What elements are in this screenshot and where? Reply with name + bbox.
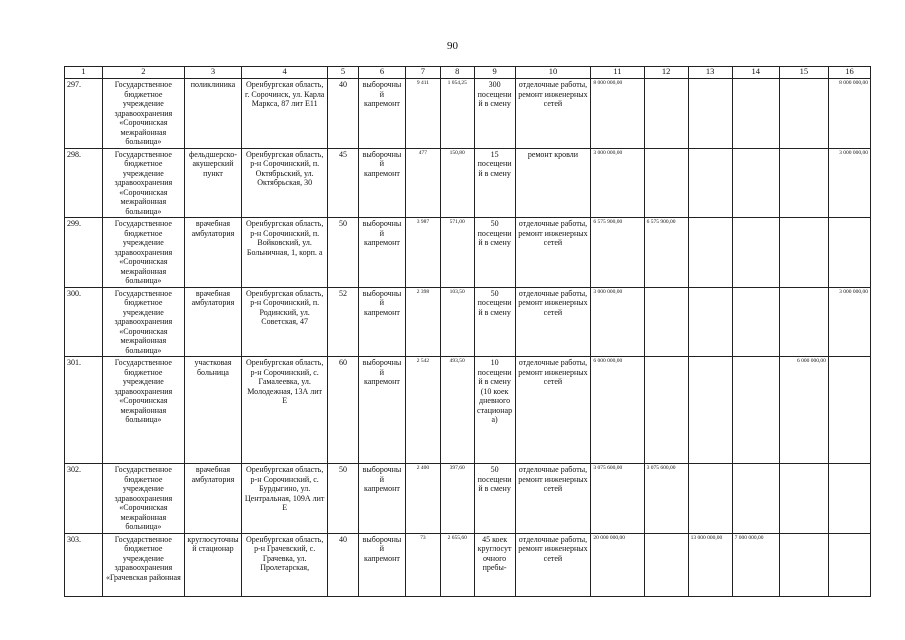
facility-address: Оренбургская область, р-н Грачевский, с. Грачевка, ул. Пролетарская, [242,533,328,596]
amount-col-15 [779,533,828,596]
organization-name: Государственное бюджетное учреждение здравоохранения «Сорочинская межрайонная больница» [102,218,184,288]
table-row [65,79,871,149]
facility-address: Оренбургская область, г. Сорочинск, ул. Карла Маркса, 87 лит Е11 [242,79,328,149]
column-number: 8 [440,67,474,79]
amount-col-12 [644,287,688,357]
works-description: отделочные работы, ремонт инженерных сетей [515,357,591,464]
amount-col-16: 3 000 000,00 [828,287,870,357]
organization-name: Государственное бюджетное учреждение здравоохранения «Грачевская районная [102,533,184,596]
column-number: 1 [65,67,103,79]
capacity: 45 коек круглосуточного пребы- [474,533,515,596]
work-type: выборочный капремонт [358,218,405,288]
amount-col-11: 6 000 000,00 [591,357,644,464]
capacity: 50 посещений в смену [474,464,515,534]
row-number: 301. [65,357,103,464]
amount-col-15 [779,148,828,218]
column-8-value: 2 655,60 [440,533,474,596]
column-number: 6 [358,67,405,79]
column-5-value: 40 [328,79,359,149]
row-number: 299. [65,218,103,288]
column-5-value: 52 [328,287,359,357]
column-7-value: 3 987 [406,218,441,288]
amount-col-16 [828,464,870,534]
organization-name: Государственное бюджетное учреждение здравоохранения «Сорочинская межрайонная больница» [102,287,184,357]
amount-col-14: 7 000 000,00 [732,533,779,596]
amount-col-14 [732,218,779,288]
amount-col-14 [732,357,779,464]
column-number: 3 [184,67,241,79]
organization-name: Государственное бюджетное учреждение здравоохранения «Сорочинская межрайонная больница» [102,357,184,464]
column-7-value: 477 [406,148,441,218]
capacity: 50 посещений в смену [474,218,515,288]
column-7-value: 2 400 [406,464,441,534]
capital-repair-table [64,66,871,597]
amount-col-14 [732,287,779,357]
amount-col-13: 13 000 000,00 [688,533,732,596]
organization-name: Государственное бюджетное учреждение здравоохранения «Сорочинская межрайонная больница» [102,148,184,218]
work-type: выборочный капремонт [358,287,405,357]
amount-col-11: 6 575 900,00 [591,218,644,288]
table-row [65,464,871,534]
work-type: выборочный капремонт [358,533,405,596]
row-number: 303. [65,533,103,596]
amount-col-13 [688,287,732,357]
column-number: 5 [328,67,359,79]
capacity: 50 посещений в смену [474,287,515,357]
works-description: отделочные работы, ремонт инженерных сетей [515,218,591,288]
capacity: 300 посещений в смену [474,79,515,149]
facility-type: фельдшерско-акушерский пункт [184,148,241,218]
works-description: отделочные работы, ремонт инженерных сетей [515,533,591,596]
table-row [65,218,871,288]
amount-col-14 [732,148,779,218]
column-7-value: 73 [406,533,441,596]
row-number: 302. [65,464,103,534]
table-row [65,287,871,357]
column-5-value: 50 [328,218,359,288]
amount-col-16: 8 000 000,00 [828,79,870,149]
works-description: ремонт кровли [515,148,591,218]
amount-col-15: 6 000 000,00 [779,357,828,464]
amount-col-12: 6 575 900,00 [644,218,688,288]
facility-address: Оренбургская область, р-н Сорочинский, с. Гамалеевка, ул. Молодежная, 13А лит Е [242,357,328,464]
column-number: 9 [474,67,515,79]
table-row [65,533,871,596]
works-description: отделочные работы, ремонт инженерных сетей [515,464,591,534]
work-type: выборочный капремонт [358,357,405,464]
column-number: 11 [591,67,644,79]
column-8-value: 103,50 [440,287,474,357]
amount-col-16 [828,357,870,464]
facility-address: Оренбургская область, р-н Сорочинский, п. Родинский, ул. Советская, 47 [242,287,328,357]
facility-type: врачебная амбулатория [184,218,241,288]
table-row [65,148,871,218]
column-8-value: 493,50 [440,357,474,464]
works-description: отделочные работы, ремонт инженерных сетей [515,287,591,357]
facility-address: Оренбургская область, р-н Сорочинский, п. Октябрьский, ул. Октябрьская, 30 [242,148,328,218]
work-type: выборочный капремонт [358,464,405,534]
facility-type: круглосуточный стационар [184,533,241,596]
row-number: 297. [65,79,103,149]
amount-col-12: 3 075 600,00 [644,464,688,534]
amount-col-14 [732,79,779,149]
column-5-value: 50 [328,464,359,534]
column-8-value: 571,00 [440,218,474,288]
column-number: 7 [406,67,441,79]
column-number: 10 [515,67,591,79]
works-description: отделочные работы, ремонт инженерных сетей [515,79,591,149]
column-5-value: 40 [328,533,359,596]
column-number: 14 [732,67,779,79]
organization-name: Государственное бюджетное учреждение здравоохранения «Сорочинская межрайонная больница» [102,79,184,149]
amount-col-12 [644,79,688,149]
capacity: 10 посещений в смену (10 коек дневного стационара) [474,357,515,464]
row-number: 298. [65,148,103,218]
amount-col-13 [688,464,732,534]
work-type: выборочный капремонт [358,148,405,218]
amount-col-15 [779,79,828,149]
work-type: выборочный капремонт [358,79,405,149]
amount-col-11: 8 000 000,00 [591,79,644,149]
amount-col-14 [732,464,779,534]
column-5-value: 45 [328,148,359,218]
amount-col-12 [644,148,688,218]
amount-col-16: 3 000 000,00 [828,148,870,218]
amount-col-11: 3 000 000,00 [591,287,644,357]
column-number: 12 [644,67,688,79]
table-row [65,357,871,464]
column-number: 2 [102,67,184,79]
column-number-row [65,67,871,79]
amount-col-11: 3 000 000,00 [591,148,644,218]
column-number: 4 [242,67,328,79]
organization-name: Государственное бюджетное учреждение здравоохранения «Сорочинская межрайонная больница» [102,464,184,534]
column-7-value: 2 542 [406,357,441,464]
page-number: 90 [447,40,458,52]
amount-col-11: 3 075 600,00 [591,464,644,534]
facility-type: поликлиника [184,79,241,149]
amount-col-16 [828,533,870,596]
facility-type: врачебная амбулатория [184,287,241,357]
column-number: 16 [828,67,870,79]
column-8-value: 397,60 [440,464,474,534]
facility-type: участковая больница [184,357,241,464]
capacity: 15 посещений в смену [474,148,515,218]
amount-col-12 [644,533,688,596]
column-7-value: 9 411 [406,79,441,149]
facility-address: Оренбургская область, р-н Сорочинский, п. Войковский, ул. Больничная, 1, корп. а [242,218,328,288]
amount-col-12 [644,357,688,464]
amount-col-15 [779,218,828,288]
amount-col-13 [688,218,732,288]
amount-col-11: 20 000 000,00 [591,533,644,596]
facility-address: Оренбургская область, р-н Сорочинский, с. Бурдыгино, ул. Центральная, 109А лит Е [242,464,328,534]
column-8-value: 150,80 [440,148,474,218]
column-5-value: 60 [328,357,359,464]
amount-col-13 [688,79,732,149]
column-8-value: 1 054,25 [440,79,474,149]
amount-col-16 [828,218,870,288]
column-7-value: 2 398 [406,287,441,357]
amount-col-13 [688,357,732,464]
amount-col-15 [779,287,828,357]
amount-col-13 [688,148,732,218]
facility-type: врачебная амбулатория [184,464,241,534]
row-number: 300. [65,287,103,357]
amount-col-15 [779,464,828,534]
column-number: 15 [779,67,828,79]
column-number: 13 [688,67,732,79]
